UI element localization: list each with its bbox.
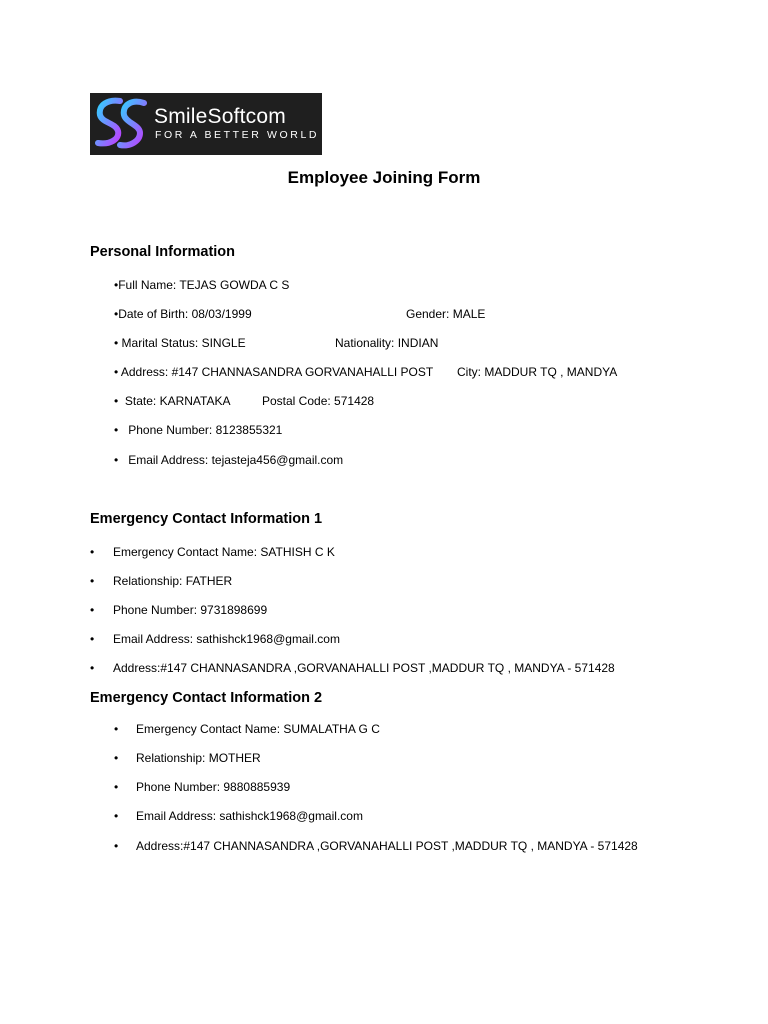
bullet: • xyxy=(114,751,119,765)
bullet: • xyxy=(90,632,95,646)
personal-info-heading: Personal Information xyxy=(90,244,236,260)
emergency1-email: Email Address: sathishck1968@gmail.com xyxy=(113,632,340,646)
emergency1-name: Emergency Contact Name: SATHISH C K xyxy=(113,545,335,559)
emergency2-heading: Emergency Contact Information 2 xyxy=(90,690,323,706)
bullet: • xyxy=(114,278,119,292)
personal-email: • Email Address: tejasteja456@gmail.com xyxy=(114,453,344,467)
bullet: • xyxy=(114,394,119,408)
bullet: • xyxy=(90,574,95,588)
emergency1-address: Address:#147 CHANNASANDRA ,GORVANAHALLI POST ,MADDUR TQ , MANDYA - 571428 xyxy=(113,661,615,675)
emergency2-name: Emergency Contact Name: SUMALATHA G C xyxy=(136,722,380,736)
emergency2-phone: Phone Number: 9880885939 xyxy=(136,780,291,794)
personal-marital: • Marital Status: SINGLE xyxy=(114,336,246,350)
personal-full-name: •Full Name: TEJAS GOWDA C S xyxy=(114,278,290,292)
personal-gender: Gender: MALE xyxy=(406,307,486,321)
bullet: • xyxy=(114,453,119,467)
page-title: Employee Joining Form xyxy=(287,168,481,187)
bullet: • xyxy=(114,423,119,437)
personal-dob: •Date of Birth: 08/03/1999 xyxy=(114,307,252,321)
personal-phone: • Phone Number: 8123855321 xyxy=(114,423,283,437)
bullet: • xyxy=(114,307,119,321)
bullet: • xyxy=(90,603,95,617)
logo-name: SmileSoftcom xyxy=(154,105,286,128)
emergency1-heading: Emergency Contact Information 1 xyxy=(90,511,323,527)
personal-address: • Address: #147 CHANNASANDRA GORVANAHALLI POST xyxy=(114,365,434,379)
personal-nationality: Nationality: INDIAN xyxy=(335,336,439,350)
bullet: • xyxy=(114,336,119,350)
emergency1-relationship: Relationship: FATHER xyxy=(113,574,233,588)
bullet: • xyxy=(114,780,119,794)
logo-mark-icon xyxy=(90,93,152,155)
bullet: • xyxy=(90,545,95,559)
personal-state: • State: KARNATAKA xyxy=(114,394,231,408)
personal-city: City: MADDUR TQ , MANDYA xyxy=(457,365,618,379)
bullet: • xyxy=(114,365,119,379)
company-logo xyxy=(90,93,322,155)
bullet: • xyxy=(90,661,95,675)
personal-postal: Postal Code: 571428 xyxy=(262,394,375,408)
emergency2-relationship: Relationship: MOTHER xyxy=(136,751,261,765)
emergency1-phone: Phone Number: 9731898699 xyxy=(113,603,268,617)
logo-tagline: FOR A BETTER WORLD xyxy=(155,129,320,141)
bullet: • xyxy=(114,809,119,823)
bullet: • xyxy=(114,722,119,736)
emergency2-address: Address:#147 CHANNASANDRA ,GORVANAHALLI POST ,MADDUR TQ , MANDYA - 571428 xyxy=(136,839,638,853)
bullet: • xyxy=(114,839,119,853)
emergency2-email: Email Address: sathishck1968@gmail.com xyxy=(136,809,363,823)
